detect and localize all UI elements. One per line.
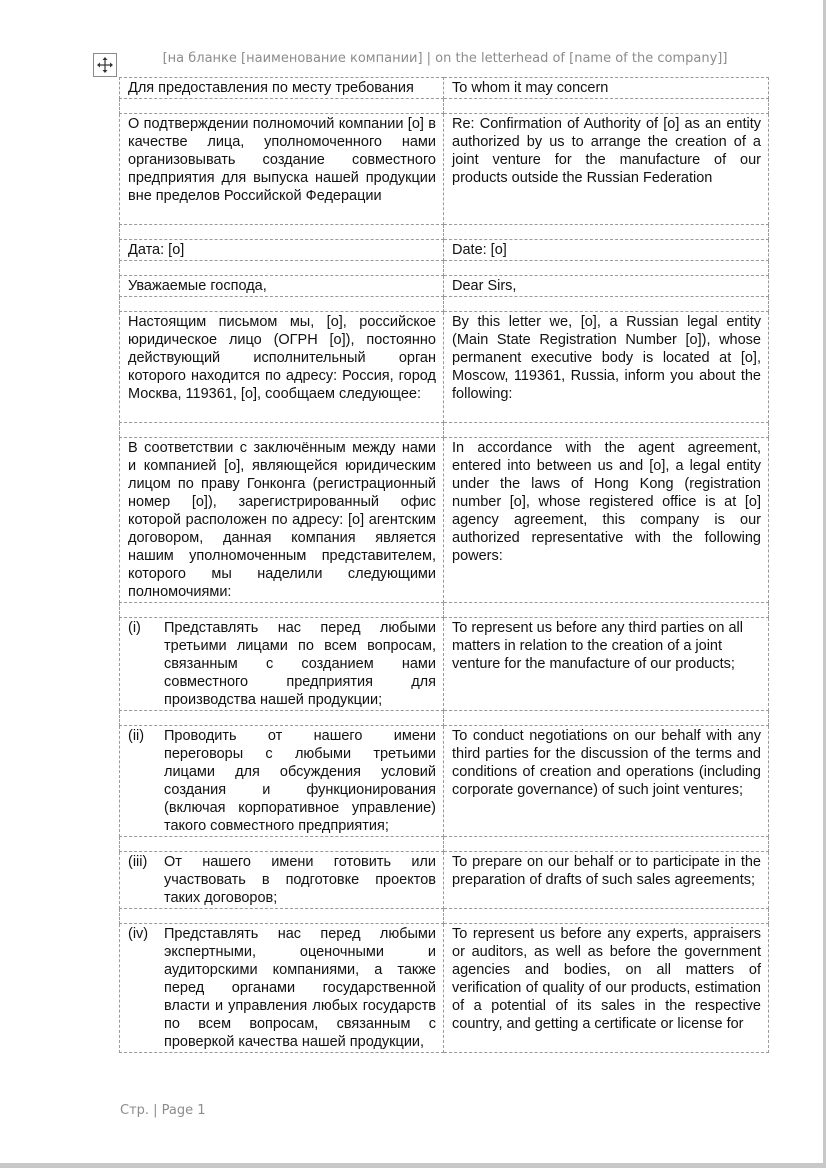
subject-en[interactable]: Re: Confirmation of Authority of [o] as an entity authorized by us to arrange the creation of a joint venture for the manufacture of our products outside the Russian Federation xyxy=(444,114,769,225)
agreement-en[interactable]: In accordance with the agent agreement, entered into between us and [o], a legal entity under the laws of Hong Kong (registration number [o], whose registered office is at [o] agency agreement, this company is our authorized representative with the following powers: xyxy=(444,438,769,603)
spacer-row xyxy=(120,909,769,924)
table-row xyxy=(120,726,769,837)
spacer-row xyxy=(120,837,769,852)
table-row xyxy=(120,924,769,1053)
spacer-row xyxy=(120,423,769,438)
power-iv-ru[interactable] xyxy=(120,924,444,1053)
page-footer: Стр. | Page 1 xyxy=(120,1103,206,1118)
table-row xyxy=(120,438,769,603)
table-move-handle[interactable] xyxy=(93,53,117,77)
intro-ru[interactable]: Настоящим письмом мы, [o], российское юридическое лицо (ОГРН [o]), постоянно действующий исполнительный орган которого находится по адресу: Россия, город Москва, 119361, [o], сообщаем следующее: xyxy=(120,312,444,423)
power-i-text-ru: Представлять нас перед любыми третьими лицами по всем вопросам, связанным с созданием нами совместного предприятия для производства нашей продукции; xyxy=(164,620,436,708)
spacer-row xyxy=(120,99,769,114)
power-ii-en[interactable]: To conduct negotiations on our behalf with any third parties for the discussion of the terms and conditions of creation and operations (including corporate governance) of such joint ventures; xyxy=(444,726,769,837)
addressee-ru[interactable]: Для предоставления по месту требования xyxy=(120,78,444,99)
power-i-ru[interactable] xyxy=(120,618,444,711)
addressee-en[interactable]: To whom it may concern xyxy=(444,78,769,99)
power-iv-en[interactable]: To represent us before any experts, appraisers or auditors, as well as before the government agencies and bodies, on all matters of verification of quality of our products, estimation of a potential of its sales in the respective country, and getting a certificate or license for xyxy=(444,924,769,1053)
power-ii-number: (ii) xyxy=(128,728,145,744)
table-row xyxy=(120,852,769,909)
power-iii-ru[interactable] xyxy=(120,852,444,909)
table-row xyxy=(120,78,769,99)
spacer-row xyxy=(120,297,769,312)
letterhead-header: [на бланке [наименование компании] | on the letterhead of [name of the company]] xyxy=(162,51,728,66)
power-ii-text-ru: Проводить от нашего имени переговоры с любыми третьими лицами для обсуждения условий создания и функционирования (включая корпоративное управление) такого совместного предприятия; xyxy=(164,728,436,834)
date-ru[interactable]: Дата: [o] xyxy=(120,240,444,261)
move-arrows-icon xyxy=(96,56,114,74)
spacer-row xyxy=(120,225,769,240)
power-i-number: (i) xyxy=(128,620,141,636)
table-row xyxy=(120,276,769,297)
spacer-row xyxy=(120,711,769,726)
page-edge-bottom xyxy=(0,1163,826,1168)
spacer-row xyxy=(120,603,769,618)
power-iii-text-ru: От нашего имени готовить или участвовать в подготовке проектов таких договоров; xyxy=(164,854,436,906)
table-row xyxy=(120,618,769,711)
power-i-en[interactable]: To represent us before any third parties on all matters in relation to the creation of a joint venture for the manufacture of our products; xyxy=(444,618,769,711)
power-iii-en[interactable]: To prepare on our behalf or to participate in the preparation of drafts of such sales agreements; xyxy=(444,852,769,909)
table-row xyxy=(120,312,769,423)
agreement-ru[interactable]: В соответствии с заключённым между нами и компанией [o], являющейся юридическим лицом по праву Гонконга (регистрационный номер [o]), зарегистрированный офис которой расположен по адресу: [o] агентским договором, данная компания является нашим уполномоченным представителем, которого мы наделили следующими полномочиями: xyxy=(120,438,444,603)
power-iii-number: (iii) xyxy=(128,854,148,870)
date-en[interactable]: Date: [o] xyxy=(444,240,769,261)
salutation-ru[interactable]: Уважаемые господа, xyxy=(120,276,444,297)
table-row xyxy=(120,114,769,225)
power-iv-number: (iv) xyxy=(128,926,149,942)
subject-ru[interactable]: О подтверждении полномочий компании [o] в качестве лица, уполномоченного нами организовывать создание совместного предприятия для выпуска нашей продукции вне пределов Российской Федерации xyxy=(120,114,444,225)
table-row xyxy=(120,240,769,261)
spacer-row xyxy=(120,261,769,276)
salutation-en[interactable]: Dear Sirs, xyxy=(444,276,769,297)
intro-en[interactable]: By this letter we, [o], a Russian legal entity (Main State Registration Number [o]), whose permanent executive body is located at [o], Moscow, 119361, Russia, inform you about the following: xyxy=(444,312,769,423)
bilingual-letter-table xyxy=(119,77,769,1053)
power-ii-ru[interactable] xyxy=(120,726,444,837)
power-iv-text-ru: Представлять нас перед любыми экспертными, оценочными и аудиторскими компаниями, а также перед органами государственной власти и управления любых государств по всем вопросам, связанным с проверкой качества нашей продукции, xyxy=(164,926,436,1050)
